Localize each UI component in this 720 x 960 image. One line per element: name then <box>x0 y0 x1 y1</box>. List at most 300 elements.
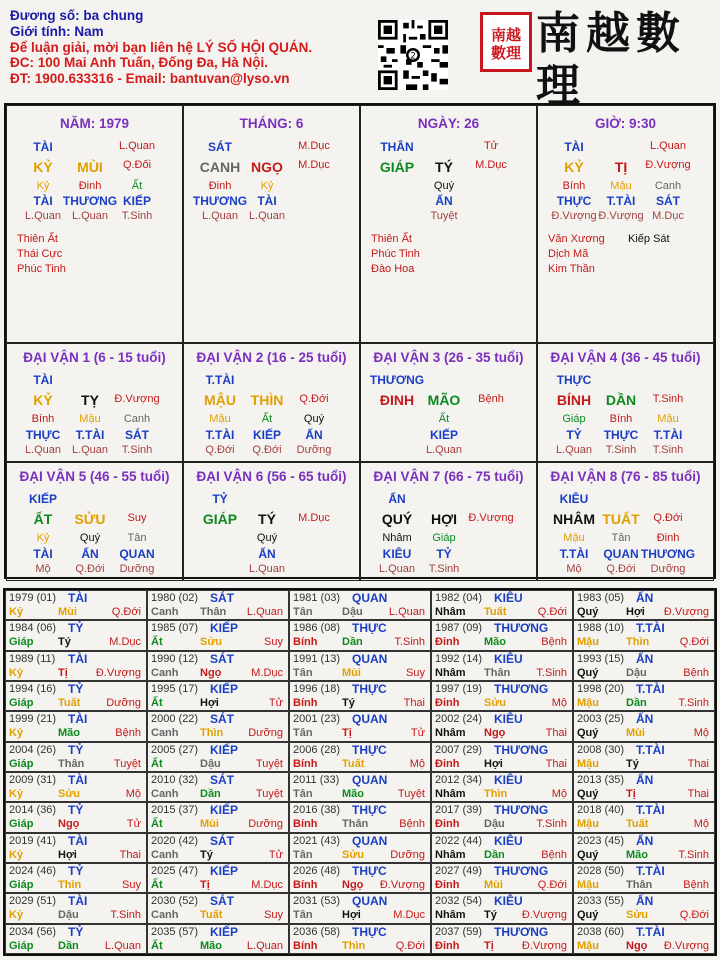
year-cell <box>431 620 573 650</box>
year-stem: Bính <box>293 697 318 709</box>
year-branch: Dậu <box>200 757 221 770</box>
year-label: 2038 (60) <box>577 925 625 938</box>
year-branch: Sửu <box>58 788 81 800</box>
year-star: THỰC <box>352 803 387 818</box>
year-branch: Dậu <box>626 666 647 679</box>
year-stem: Nhâm <box>435 909 466 922</box>
auxiliary-star: Phúc Tinh <box>17 263 66 275</box>
year-cell <box>5 802 147 832</box>
year-label: 2012 (34) <box>435 774 483 786</box>
year-label: 1997 (19) <box>435 683 483 695</box>
year-stem: Nhâm <box>435 788 466 800</box>
year-phase: M.Dục <box>251 879 283 891</box>
year-cell <box>573 681 715 711</box>
decade-luck-cell <box>183 343 360 462</box>
year-star: KIẾP <box>210 864 239 878</box>
year-branch: Sửu <box>342 848 365 861</box>
year-phase: Thai <box>687 788 709 800</box>
year-cell <box>289 893 431 923</box>
year-star: THƯƠNG <box>494 682 549 696</box>
year-label: 2016 (38) <box>293 804 341 817</box>
year-stem: Quý <box>577 909 599 922</box>
hidden-stem: Bính <box>609 413 633 425</box>
hidden-phase: T.Sinh <box>652 444 684 456</box>
year-cell <box>289 620 431 650</box>
contact-line: Để luận giải, mời bạn liên hệ LÝ SỐ HỘI QUÁN. <box>10 39 313 55</box>
hidden-phase: Q.Đới <box>205 444 235 456</box>
year-cell <box>289 863 431 893</box>
hidden-phase: Đ.Vượng <box>598 210 644 222</box>
hidden-phase: L.Quan <box>378 563 416 575</box>
year-stem: Quý <box>577 727 599 740</box>
year-stem: Đinh <box>435 697 460 709</box>
pillar-stem: CANH <box>199 159 241 175</box>
year-cell <box>147 802 289 832</box>
decade-star: ẤN <box>388 492 406 506</box>
year-cell <box>147 711 289 741</box>
year-cell <box>147 620 289 650</box>
decade-branch: SỬU <box>74 511 106 527</box>
year-branch: Tuất <box>58 697 81 709</box>
year-stem: Quý <box>577 788 599 800</box>
year-star: ẤN <box>636 591 654 605</box>
hidden-star: T.TÀI <box>75 428 105 442</box>
year-star: TỶ <box>68 621 84 636</box>
year-label: 2030 (52) <box>151 895 199 908</box>
year-star: KIÊU <box>494 894 523 909</box>
year-phase: T.Sinh <box>394 636 425 649</box>
decade-stem: ẤT <box>33 511 53 527</box>
year-phase: Bệnh <box>541 636 567 649</box>
decade-phase: T.Sinh <box>652 393 684 405</box>
year-stem: Bính <box>293 879 318 891</box>
hidden-star: T.TÀI <box>606 194 636 208</box>
address-line: ĐC: 100 Mai Anh Tuấn, Đống Đa, Hà Nội. <box>10 55 269 71</box>
year-phase: M.Dục <box>109 636 141 649</box>
year-branch: Dần <box>484 848 505 861</box>
year-label: 2035 (57) <box>151 925 199 938</box>
year-phase: Q.Đới <box>537 606 567 618</box>
auxiliary-star: Kim Thần <box>548 263 595 275</box>
year-cell <box>431 893 573 923</box>
year-branch: Hợi <box>626 606 645 618</box>
hidden-phase: T.Sinh <box>428 563 460 575</box>
hidden-phase: L.Quan <box>71 210 109 222</box>
year-label: 2018 (40) <box>577 804 625 817</box>
year-branch: Tuất <box>342 757 365 770</box>
year-phase: Suy <box>264 909 283 922</box>
year-phase: Mộ <box>409 757 425 770</box>
year-label: 1991 (13) <box>293 652 341 665</box>
year-label: 2007 (29) <box>435 743 483 756</box>
hidden-phase: L.Quan <box>425 444 463 456</box>
pillar-title: NGÀY: 26 <box>417 116 480 131</box>
year-stem: Giáp <box>9 697 34 709</box>
year-phase: Tử <box>126 818 141 831</box>
decade-title: ĐẠI VẬN 7 (66 - 75 tuổi) <box>373 469 524 484</box>
auxiliary-star: Kiếp Sát <box>628 233 670 245</box>
hidden-stem: Ất <box>131 180 143 192</box>
decade-luck-cell <box>537 343 714 462</box>
year-label: 2031 (53) <box>293 895 341 908</box>
seal-stamp <box>480 12 532 72</box>
pillar-top-phase: L.Quan <box>118 140 156 152</box>
year-cell <box>147 893 289 923</box>
year-branch: Hợi <box>58 848 77 861</box>
year-star: THƯƠNG <box>494 864 549 878</box>
year-phase: L.Quan <box>246 939 283 952</box>
year-branch: Dần <box>200 788 221 800</box>
decade-title: ĐẠI VẬN 6 (56 - 65 tuổi) <box>196 469 347 484</box>
year-cell <box>147 924 289 954</box>
year-cell <box>147 833 289 863</box>
year-star: TÀI <box>68 773 88 787</box>
year-branch: Mão <box>200 939 222 952</box>
decade-stem: MẬU <box>204 392 236 408</box>
year-stem: Tân <box>293 606 313 618</box>
auxiliary-star: Thiên Ất <box>371 233 412 245</box>
year-stem: Nhâm <box>435 727 466 740</box>
year-star: QUAN <box>352 712 388 727</box>
pillar-top-phase: L.Quan <box>649 140 687 152</box>
year-star: TÀI <box>68 833 88 848</box>
year-stem: Mậu <box>577 939 599 952</box>
year-cell <box>431 681 573 711</box>
decade-luck-cell <box>537 462 714 581</box>
year-cell <box>5 742 147 772</box>
year-stem: Bính <box>293 636 318 649</box>
year-stem: Ất <box>151 939 163 952</box>
year-star: T.TÀI <box>636 864 665 878</box>
year-label: 2021 (43) <box>293 834 341 847</box>
year-branch: Dần <box>626 697 647 709</box>
decade-stem: QUÝ <box>381 511 413 527</box>
year-cell <box>5 620 147 650</box>
year-stem: Tân <box>293 727 313 740</box>
hidden-phase: M.Dục <box>652 210 684 222</box>
owner-label: Đương số: <box>10 8 80 23</box>
decade-phase: Suy <box>127 512 147 524</box>
pillar-branch: MÙI <box>77 159 103 175</box>
year-star: ẤN <box>636 894 654 909</box>
year-cell <box>5 833 147 863</box>
year-star: SÁT <box>210 712 234 727</box>
hidden-star: ẤN <box>435 194 453 208</box>
year-star: SÁT <box>210 894 234 909</box>
brand-logo: 南越數理 <box>536 8 686 111</box>
hidden-stem: Canh <box>123 413 151 425</box>
year-stem: Giáp <box>9 818 34 831</box>
year-star: THƯƠNG <box>494 621 549 636</box>
year-label: 2005 (27) <box>151 743 199 756</box>
year-branch: Mão <box>342 788 364 800</box>
year-branch: Sửu <box>200 636 223 649</box>
auxiliary-star: Thái Cực <box>17 248 63 260</box>
pillar-top-star: THÂN <box>380 140 414 154</box>
year-star: KIÊU <box>494 773 523 787</box>
year-label: 2036 (58) <box>293 925 341 938</box>
year-phase: Bệnh <box>683 879 709 891</box>
year-cell <box>5 772 147 802</box>
year-star: KIẾP <box>210 682 239 696</box>
year-star: T.TÀI <box>636 742 665 757</box>
year-phase: Bệnh <box>683 666 709 679</box>
hidden-stem: Bính <box>31 413 55 425</box>
hidden-stem: Ất <box>261 413 273 425</box>
year-branch: Tị <box>626 788 636 800</box>
year-cell <box>573 863 715 893</box>
year-stem: Tân <box>293 666 313 679</box>
year-label: 2022 (44) <box>435 834 483 847</box>
header-info <box>10 8 370 87</box>
decade-luck-cell <box>6 462 183 581</box>
year-cell <box>573 651 715 681</box>
year-phase: Tử <box>410 727 425 740</box>
annual-luck-table <box>3 588 717 956</box>
decade-star: THỰC <box>556 373 592 387</box>
year-phase: Tuyệt <box>255 757 283 770</box>
year-phase: Thai <box>545 757 567 770</box>
year-phase: Dưỡng <box>390 848 425 861</box>
year-branch: Hợi <box>200 697 219 709</box>
year-cell <box>289 651 431 681</box>
hidden-phase: L.Quan <box>248 563 286 575</box>
hidden-phase: L.Quan <box>555 444 593 456</box>
year-branch: Mùi <box>200 818 219 831</box>
year-phase: Đ.Vượng <box>379 879 425 891</box>
year-phase: L.Quan <box>104 939 141 952</box>
year-stem: Ất <box>151 818 163 831</box>
year-phase: Thai <box>545 727 567 740</box>
pillar-cell <box>6 105 183 343</box>
year-label: 2028 (50) <box>577 865 625 877</box>
year-stem: Bính <box>293 818 318 831</box>
hidden-stem: Mậu <box>610 180 632 192</box>
year-label: 1993 (15) <box>577 652 625 665</box>
hidden-phase: L.Quan <box>248 210 286 222</box>
year-cell <box>573 620 715 650</box>
year-star: KIẾP <box>210 803 239 818</box>
year-label: 1987 (09) <box>435 622 483 635</box>
year-stem: Giáp <box>9 636 34 649</box>
year-stem: Quý <box>577 848 599 861</box>
year-phase: Dưỡng <box>106 697 141 709</box>
year-label: 1984 (06) <box>9 622 57 635</box>
year-star: QUAN <box>352 773 388 787</box>
year-stem: Ất <box>151 636 163 649</box>
pillars-grid <box>4 103 716 579</box>
decade-stem: NHÂM <box>553 511 595 527</box>
year-phase: Tử <box>268 848 283 861</box>
year-label: 1996 (18) <box>293 683 341 695</box>
hidden-phase: Dưỡng <box>650 563 686 575</box>
year-star: TÀI <box>68 712 88 727</box>
year-branch: Mão <box>484 636 506 649</box>
year-star: THỰC <box>352 864 387 878</box>
decade-branch: TỴ <box>81 392 99 408</box>
year-stem: Mậu <box>577 757 599 770</box>
hidden-star: KIẾP <box>122 194 151 208</box>
year-phase: Bệnh <box>541 848 567 861</box>
year-branch: Tý <box>484 909 497 922</box>
year-label: 1994 (16) <box>9 683 57 695</box>
year-star: T.TÀI <box>636 803 665 818</box>
year-cell <box>147 681 289 711</box>
hidden-star: KIẾP <box>429 428 458 442</box>
year-star: TỶ <box>68 682 84 696</box>
year-branch: Thìn <box>342 939 366 952</box>
year-cell <box>5 893 147 923</box>
hidden-star: THƯƠNG <box>62 194 118 208</box>
owner-value: ba chung <box>83 8 144 23</box>
hidden-stem: Giáp <box>562 413 586 425</box>
year-stem: Đinh <box>435 879 460 891</box>
decade-phase: Q.Đới <box>653 512 683 524</box>
year-stem: Canh <box>151 909 179 922</box>
pillar-cell <box>360 105 537 343</box>
year-phase: Suy <box>406 666 425 679</box>
year-branch: Mão <box>626 848 648 861</box>
seal-text: 南越數理 <box>490 25 521 62</box>
hidden-stem: Đinh <box>656 532 680 544</box>
pillar-stem: KỶ <box>564 159 584 175</box>
year-star: QUAN <box>352 651 388 666</box>
year-label: 2026 (48) <box>293 865 341 877</box>
year-star: TỶ <box>68 803 84 818</box>
year-label: 1980 (02) <box>151 592 199 604</box>
hidden-phase: Dưỡng <box>119 563 155 575</box>
hidden-phase: T.Sinh <box>121 210 153 222</box>
hidden-phase: L.Quan <box>71 444 109 456</box>
year-branch: Mùi <box>484 879 503 891</box>
year-label: 1998 (20) <box>577 683 625 695</box>
year-branch: Mùi <box>342 666 361 679</box>
year-branch: Tý <box>626 757 639 770</box>
year-cell <box>431 924 573 954</box>
hidden-star: TÀI <box>257 194 277 208</box>
hidden-star: THỰC <box>556 194 592 208</box>
hidden-stem: Mậu <box>79 413 101 425</box>
decade-luck-cell <box>6 343 183 462</box>
pillar-title: NĂM: 1979 <box>59 116 130 131</box>
year-stem: Mậu <box>577 636 599 649</box>
hidden-stem: Quý <box>303 413 325 425</box>
hidden-star: TỶ <box>566 428 582 442</box>
decade-star: TÀI <box>33 373 53 387</box>
year-stem: Canh <box>151 788 179 800</box>
auxiliary-star: Thiên Ất <box>17 233 58 245</box>
year-phase: Đ.Vượng <box>663 606 709 618</box>
hidden-star: KIÊU <box>382 547 412 561</box>
year-branch: Tý <box>200 848 213 861</box>
year-star: QUAN <box>352 591 388 605</box>
year-label: 1992 (14) <box>435 652 483 665</box>
year-cell <box>147 863 289 893</box>
hidden-star: SÁT <box>656 194 680 208</box>
decade-title: ĐẠI VẬN 2 (16 - 25 tuổi) <box>196 350 347 365</box>
year-label: 2027 (49) <box>435 865 483 877</box>
pillar-top-phase: Tử <box>483 140 499 152</box>
year-star: SÁT <box>210 833 234 848</box>
decade-branch: HỢI <box>431 511 457 527</box>
year-phase: Đ.Vượng <box>663 939 709 952</box>
year-stem: Tân <box>293 788 313 800</box>
pillar-branch: TỊ <box>614 159 628 175</box>
year-label: 2004 (26) <box>9 743 57 756</box>
year-label: 1999 (21) <box>9 713 57 726</box>
year-star: SÁT <box>210 591 234 605</box>
year-stem: Canh <box>151 666 179 679</box>
year-label: 1983 (05) <box>577 592 625 604</box>
year-star: KIẾP <box>210 621 239 636</box>
year-branch: Dậu <box>342 606 363 618</box>
year-label: 2024 (46) <box>9 865 57 877</box>
year-label: 2019 (41) <box>9 834 57 847</box>
year-star: TỶ <box>68 924 84 939</box>
year-cell <box>289 681 431 711</box>
year-phase: T.Sinh <box>536 666 567 679</box>
hidden-star: THƯƠNG <box>640 547 696 561</box>
year-phase: Suy <box>122 879 141 891</box>
year-stem: Đinh <box>435 757 460 770</box>
year-star: TỶ <box>68 742 84 757</box>
year-label: 2017 (39) <box>435 804 483 817</box>
year-cell <box>289 833 431 863</box>
year-stem: Canh <box>151 848 179 861</box>
hidden-stem: Tân <box>127 532 147 544</box>
year-label: 1985 (07) <box>151 622 199 635</box>
year-branch: Hợi <box>484 757 503 770</box>
year-label: 2011 (33) <box>293 774 340 786</box>
year-cell <box>573 590 715 620</box>
hidden-stem: Nhâm <box>382 532 412 544</box>
year-branch: Thìn <box>484 788 508 800</box>
decade-luck-cell <box>360 343 537 462</box>
pillar-stem: KỶ <box>33 159 53 175</box>
year-stem: Nhâm <box>435 666 466 679</box>
hidden-stem: Kỷ <box>260 180 274 192</box>
year-branch: Dậu <box>484 818 505 831</box>
year-label: 2032 (54) <box>435 895 483 908</box>
year-label: 2029 (51) <box>9 895 57 908</box>
pillar-top-phase: M.Dục <box>298 140 330 152</box>
hidden-stem: Mậu <box>657 413 679 425</box>
year-star: QUAN <box>352 894 388 909</box>
year-stem: Kỷ <box>9 606 24 618</box>
year-cell <box>289 802 431 832</box>
year-phase: M.Dục <box>251 666 283 679</box>
year-stem: Quý <box>577 666 599 679</box>
year-label: 1988 (10) <box>577 622 625 635</box>
year-cell <box>147 772 289 802</box>
decade-title: ĐẠI VẬN 3 (26 - 35 tuổi) <box>373 350 524 365</box>
hidden-phase: L.Quan <box>24 210 62 222</box>
year-branch: Tý <box>342 697 355 709</box>
year-stem: Đinh <box>435 939 460 952</box>
year-phase: Suy <box>264 636 283 649</box>
year-star: THỰC <box>352 924 387 939</box>
year-label: 2010 (32) <box>151 774 199 786</box>
year-branch: Dần <box>58 939 79 952</box>
year-star: KIÊU <box>494 833 523 848</box>
hidden-stem: Ất <box>438 413 450 425</box>
pillar-phase: Q.Đối <box>122 159 152 171</box>
hidden-phase: Q.Đới <box>75 563 105 575</box>
year-cell <box>573 833 715 863</box>
year-star: ẤN <box>636 712 654 727</box>
pillar-top-star: TÀI <box>33 140 53 154</box>
year-label: 1986 (08) <box>293 622 341 635</box>
